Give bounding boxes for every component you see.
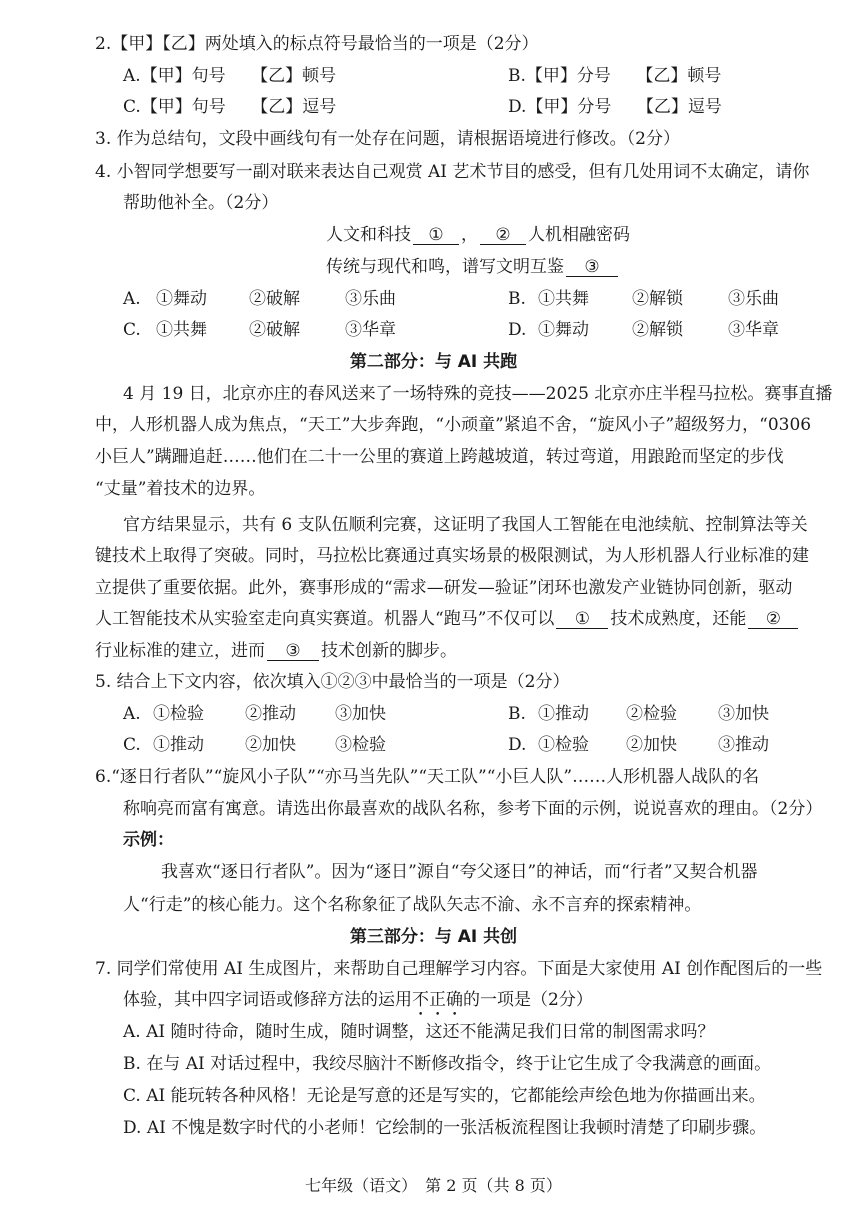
part2-para1-line2: 中，人形机器人成为焦点，“天工”大步奔跑，“小顽童”紧追不舍，“旋风小子”超级努力，“0306 xyxy=(95,415,812,435)
part2-para2-line3: 立提供了重要依据。此外，赛事形成的“需求—研发—验证”闭环也激发产业链协同创新，驱动 xyxy=(95,578,793,598)
q4-blank-3[interactable]: ③ xyxy=(566,258,618,277)
part2-para2-line2: 键技术上取得了突破。同时，马拉松比赛通过真实场景的极限测试，为人形机器人行业标准的建 xyxy=(95,546,809,566)
q4-blank-2[interactable]: ② xyxy=(480,226,526,245)
q4-option-b[interactable]: B. ①共舞 ②解锁 ③乐曲 xyxy=(508,289,779,309)
part2-blank-1[interactable]: ① xyxy=(556,610,608,629)
q4-couplet-line1: 人文和科技 ① ， ② 人机相融密码 xyxy=(326,225,630,245)
part2-para1-line4: “丈量”着技术的边界。 xyxy=(95,479,266,499)
q6-stem-line2: 称响亮而富有寓意。请选出你最喜欢的战队名称，参考下面的示例，说说喜欢的理由。（2分） xyxy=(123,799,823,819)
q6-example-line2: 人“行走”的核心能力。这个名称象征了战队矢志不渝、永不言弃的探索精神。 xyxy=(123,895,702,915)
part2-blank-3[interactable]: ③ xyxy=(267,642,319,661)
q7-option-a[interactable]: A. AI 随时待命，随时生成，随时调整，这还不能满足我们日常的制图需求吗？ xyxy=(123,1022,715,1042)
q6-stem-line1: 6.“逐日行者队”“旋风小子队”“亦马当先队”“天工队”“小巨人队”……人形机器人战队的名 xyxy=(95,767,760,787)
q7-stem-line2: 体验，其中四字词语或修辞方法的运用不正确的一项是（2分） xyxy=(123,990,593,1010)
q2-option-a[interactable]: A.【甲】句号 【乙】顿号 xyxy=(123,66,337,86)
part2-para2-line5: 行业标准的建立，进而 ③ 技术创新的脚步。 xyxy=(95,641,457,661)
part2-blank-2[interactable]: ② xyxy=(748,610,798,629)
q7-option-b[interactable]: B. 在与 AI 对话过程中，我绞尽脑汁不断修改指令，终于让它生成了令我满意的画面。 xyxy=(123,1054,772,1074)
q5-option-b[interactable]: B. ①推动 ②检验 ③加快 xyxy=(508,704,769,724)
q2-option-d[interactable]: D.【甲】分号 【乙】逗号 xyxy=(508,97,722,117)
q4-stem-line2: 帮助他补全。（2分） xyxy=(123,193,279,213)
part3-title: 第三部分：与 AI 共创 xyxy=(349,927,518,947)
q7-option-d[interactable]: D. AI 不愧是数字时代的小老师！它绘制的一张活板流程图让我顿时清楚了印刷步骤。 xyxy=(123,1118,767,1138)
q6-example-line1: 我喜欢“逐日行者队”。因为“逐日”源自“夸父逐日”的神话，而“行者”又契合机器 xyxy=(161,862,758,882)
q7-emphasis-incorrect: 不正确 xyxy=(412,990,463,1010)
q7-option-c[interactable]: C. AI 能玩转各种风格！无论是写意的还是写实的，它都能绘声绘色地为你描画出来。 xyxy=(123,1086,766,1106)
q7-stem-line1: 7. 同学们常使用 AI 生成图片，来帮助自己理解学习内容。下面是大家使用 AI 创作配图后的一些 xyxy=(95,959,823,979)
q4-option-c[interactable]: C. ①共舞 ②破解 ③华章 xyxy=(123,320,396,340)
q3-stem: 3. 作为总结句，文段中画线句有一处存在问题，请根据语境进行修改。（2分） xyxy=(95,129,680,149)
q2-option-b[interactable]: B.【甲】分号 【乙】顿号 xyxy=(508,66,722,86)
q2-stem: 2.【甲】【乙】两处填入的标点符号最恰当的一项是（2分） xyxy=(95,34,539,54)
part2-para2-line4: 人工智能技术从实验室走向真实赛道。机器人“跑马”不仅可以 ① 技术成熟度，还能 ② xyxy=(95,608,800,630)
q4-option-a[interactable]: A. ①舞动 ②破解 ③乐曲 xyxy=(123,289,396,309)
part2-para1-line1: 4 月 19 日，北京亦庄的春风送来了一场特殊的竞技——2025 北京亦庄半程马拉松。赛事直播 xyxy=(123,384,833,404)
q2-option-c[interactable]: C.【甲】句号 【乙】逗号 xyxy=(123,97,337,117)
q5-option-d[interactable]: D. ①检验 ②加快 ③推动 xyxy=(508,735,769,755)
q4-option-d[interactable]: D. ①舞动 ②解锁 ③华章 xyxy=(508,320,779,340)
q4-couplet-line2: 传统与现代和鸣，谱写文明互鉴 ③ xyxy=(326,256,620,278)
q5-option-c[interactable]: C. ①推动 ②加快 ③检验 xyxy=(123,735,386,755)
q6-example-label: 示例： xyxy=(123,830,174,850)
part2-para2-line1: 官方结果显示，共有 6 支队伍顺利完赛，这证明了我国人工智能在电池续航、控制算法等关 xyxy=(123,515,808,535)
part2-para1-line3: 小巨人”蹒跚追赶……他们在二十一公里的赛道上跨越坡道，转过弯道，用踉跄而坚定的步伐 xyxy=(95,447,784,467)
page-footer: 七年级（语文） 第 2 页（共 8 页） xyxy=(305,1176,562,1195)
q4-stem-line1: 4. 小智同学想要写一副对联来表达自己观赏 AI 艺术节目的感受，但有几处用词不太确定，请你 xyxy=(95,162,810,182)
q5-stem: 5. 结合上下文内容，依次填入①②③中最恰当的一项是（2分） xyxy=(95,672,570,692)
q5-option-a[interactable]: A. ①检验 ②推动 ③加快 xyxy=(123,704,386,724)
q4-blank-1[interactable]: ① xyxy=(413,226,459,245)
part2-title: 第二部分：与 AI 共跑 xyxy=(349,352,518,372)
